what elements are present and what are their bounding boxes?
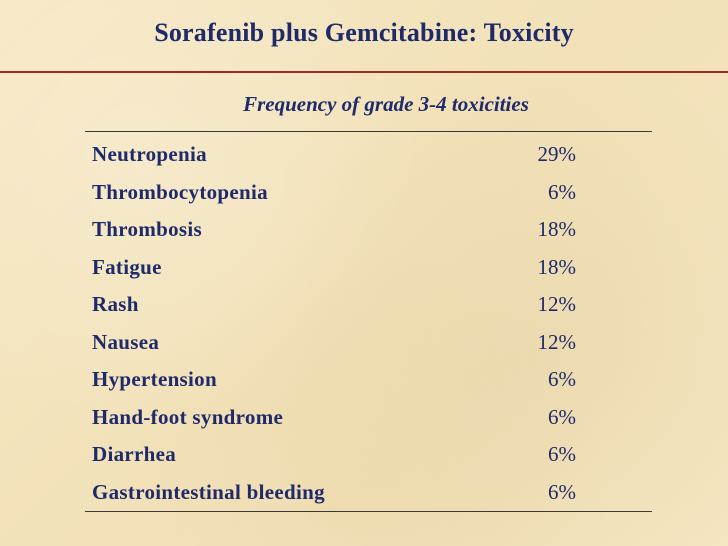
toxicity-name: Fatigue: [92, 254, 162, 279]
table-row: [92, 399, 612, 437]
toxicity-name: Hypertension: [92, 367, 217, 392]
toxicity-frequency: 12%: [537, 329, 576, 354]
toxicity-name: Thrombosis: [92, 217, 202, 242]
table-top-rule: [85, 131, 652, 132]
toxicity-name: Hand-foot syndrome: [92, 404, 284, 429]
slide-title: Sorafenib plus Gemcitabine: Toxicity: [154, 18, 574, 47]
toxicity-frequency: 6%: [548, 179, 576, 204]
table-row: [92, 286, 612, 324]
table-row: [92, 361, 612, 399]
table-row: [92, 211, 612, 249]
toxicity-table: [92, 136, 612, 511]
toxicity-frequency: 6%: [548, 404, 576, 429]
toxicity-frequency: 18%: [537, 254, 576, 279]
toxicity-frequency: 29%: [537, 142, 576, 167]
toxicity-frequency: 6%: [548, 479, 576, 504]
title-divider: [0, 71, 728, 73]
toxicity-name: Neutropenia: [92, 142, 207, 167]
table-row: [92, 436, 612, 474]
table-row: [92, 324, 612, 362]
toxicity-frequency: 12%: [537, 292, 576, 317]
table-row: [92, 474, 612, 512]
toxicity-frequency: 18%: [537, 217, 576, 242]
toxicity-name: Nausea: [92, 329, 160, 354]
toxicity-name: Rash: [92, 292, 139, 317]
table-caption: Frequency of grade 3-4 toxicities: [243, 92, 529, 116]
table-bottom-rule: [85, 511, 652, 512]
table-row: [92, 174, 612, 212]
table-row: [92, 136, 612, 174]
toxicity-name: Thrombocytopenia: [92, 179, 268, 204]
toxicity-name: Diarrhea: [92, 442, 177, 467]
toxicity-frequency: 6%: [548, 367, 576, 392]
toxicity-name: Gastrointestinal bleeding: [92, 479, 325, 504]
toxicity-frequency: 6%: [548, 442, 576, 467]
table-row: [92, 249, 612, 287]
